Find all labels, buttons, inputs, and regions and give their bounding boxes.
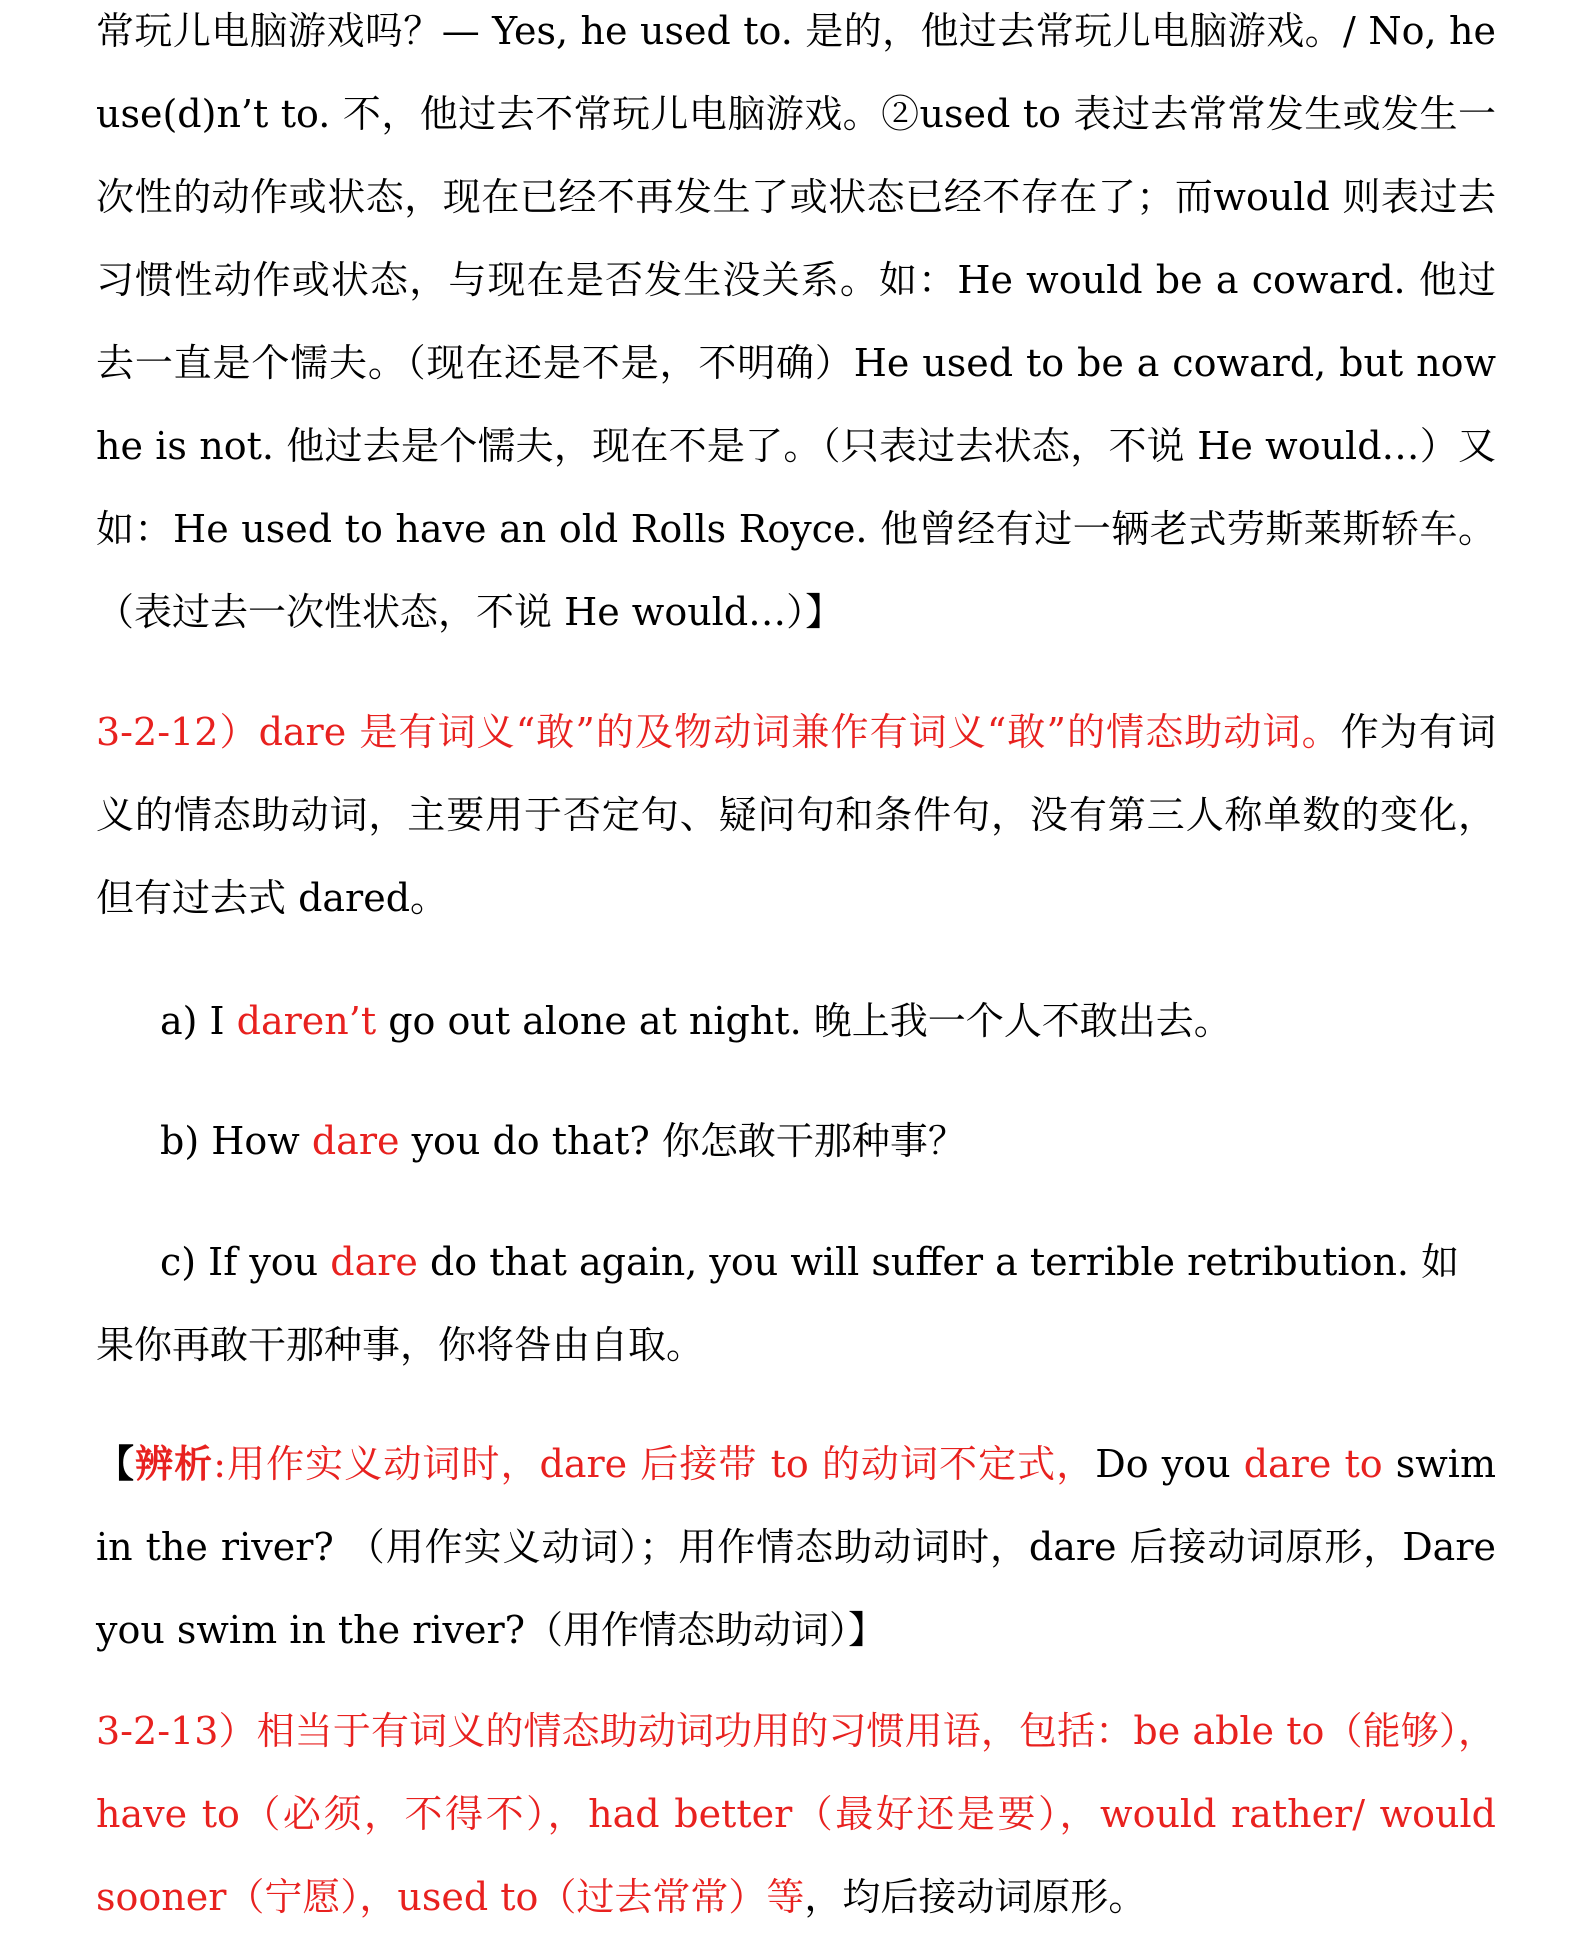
example-a-highlight: daren’t [236,999,377,1043]
analysis-red-part: :用作实义动词时，dare 后接带 to 的动词不定式， [213,1442,1096,1486]
analysis-mid: Do you [1095,1442,1244,1486]
example-a-pre: a) I [160,999,237,1043]
example-a [96,980,1496,1063]
section-3-2-13-heading: 3-2-13）相当于有词义的情态助动词功用的习惯用语，包括：be able to（能够），have to（必须，不得不），had better（最好还是要），would rather/ would sooner（宁愿），used to（过去常常）等 [96,1709,1496,1919]
analysis-note [96,1422,1496,1672]
example-a-post: go out alone at night. 晚上我一个人不敢出去。 [376,999,1232,1043]
example-c-post: do that again, you will suffer a terrible retribution. 如果你再敢干那种事，你将咎由自取。 [96,1240,1460,1367]
section-3-2-13-tail: ，均后接动词原形。 [804,1875,1147,1919]
section-3-2-12 [96,691,1496,940]
analysis-dare-to: dare to [1243,1442,1383,1486]
example-b [96,1100,1496,1183]
example-c-pre: c) If you [160,1240,331,1284]
paragraph-used-to-would [96,0,1496,654]
analysis-open-bracket: 【 [96,1441,136,1486]
section-3-2-13 [96,1690,1496,1939]
analysis-rest: swim in the river? （用作实义动词）；用作情态助动词时，dare 后接动词原形，Dare you swim in the river?（用作情态助动词）】 [96,1442,1496,1652]
paragraph-used-to-would-text: 常玩儿电脑游戏吗？— Yes, he used to. 是的，他过去常玩儿电脑游戏。/ No, he use(d)n’t to. 不，他过去不常玩儿电脑游戏。②used to 表过去常常发生或发生一次性的动作或状态，现在已经不再发生了或状态已经不存在了；而would 则表过去习惯性动作或状态，与现在是否发生没关系。如：He would be a coward. 他过去一直是个懦夫。（现在还是不是，不明确）He used to be a coward, but now he is not. 他过去是个懦夫，现在不是了。（只表过去状态，不说 He would…）又如：He used to have an old Rolls Royce. 他曾经有过一辆老式劳斯莱斯轿车。（表过去一次性状态，不说 He would…）】 [96,9,1496,634]
example-c-highlight: dare [330,1240,418,1284]
example-b-pre: b) How [160,1119,312,1163]
section-3-2-12-heading: 3-2-12）dare 是有词义“敢”的及物动词兼作有词义“敢”的情态助动词。 [96,710,1341,754]
example-b-post: you do that? 你怎敢干那种事？ [399,1119,966,1163]
example-b-highlight: dare [311,1119,400,1163]
analysis-label: 辨析 [135,1441,214,1486]
section-3-2-12-body: 作为有词义的情态助动词，主要用于否定句、疑问句和条件句，没有第三人称单数的变化，但有过去式 dared。 [96,710,1496,920]
example-c [96,1221,1496,1387]
